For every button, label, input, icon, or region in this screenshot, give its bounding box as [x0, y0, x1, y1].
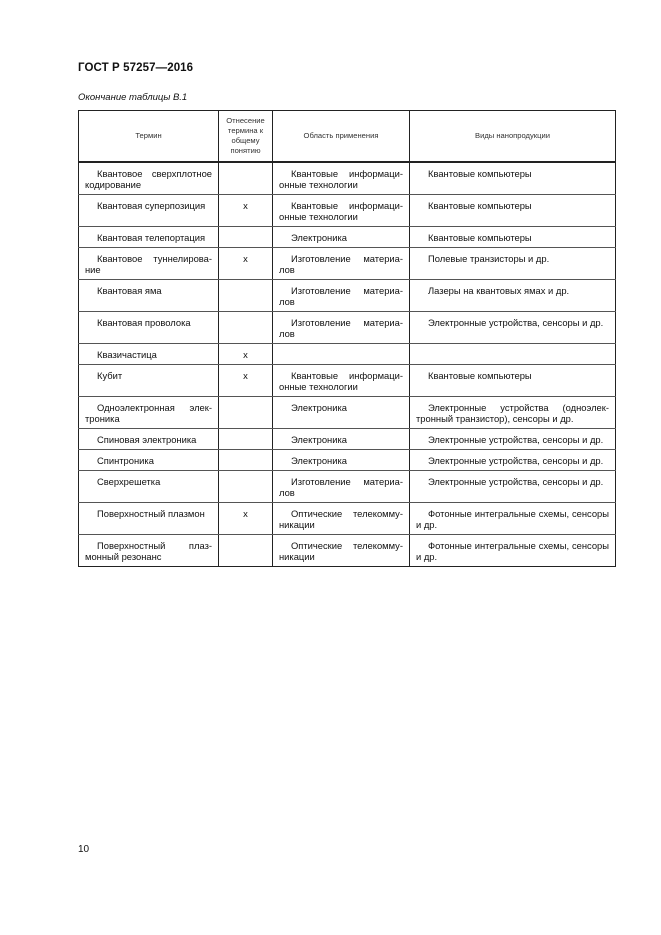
products-cell: Лазеры на квантовых ямах и др. [410, 280, 616, 312]
products-cell: Электронные устройства, сенсоры и др. [410, 471, 616, 503]
area-cell: Электроника [273, 429, 410, 450]
table-row [79, 312, 616, 344]
relation-cell: x [219, 503, 273, 535]
relation-cell [219, 535, 273, 567]
relation-cell [219, 162, 273, 195]
relation-cell [219, 471, 273, 503]
area-cell: Изготовление материалов [273, 471, 410, 503]
relation-cell [219, 397, 273, 429]
area-cell: Электроника [273, 397, 410, 429]
products-cell: Фотонные интегральные схемы, сенсоры и др. [410, 503, 616, 535]
products-cell [410, 344, 616, 365]
products-cell: Квантовые компьютеры [410, 195, 616, 227]
table-row [79, 248, 616, 280]
relation-cell: x [219, 248, 273, 280]
term-cell: Квантовое туннелирование [79, 248, 219, 280]
table-row [79, 397, 616, 429]
terms-table [78, 110, 616, 567]
products-cell: Квантовые компьютеры [410, 162, 616, 195]
table-row [79, 280, 616, 312]
header-area: Область применения [273, 111, 410, 163]
term-cell: Спиновая электроника [79, 429, 219, 450]
header-relation: Отнесение термина к общему понятию [219, 111, 273, 163]
term-cell: Квантовая телепортация [79, 227, 219, 248]
table-header-row [79, 111, 616, 163]
products-cell: Квантовые компьютеры [410, 227, 616, 248]
relation-cell [219, 450, 273, 471]
products-cell: Электронные устройства (одноэлектронный транзистор), сенсоры и др. [410, 397, 616, 429]
table-row [79, 535, 616, 567]
term-cell: Кубит [79, 365, 219, 397]
products-cell: Полевые транзисторы и др. [410, 248, 616, 280]
table-row [79, 365, 616, 397]
term-cell: Квазичастица [79, 344, 219, 365]
products-cell: Электронные устройства, сенсоры и др. [410, 312, 616, 344]
area-cell: Изготовление материалов [273, 248, 410, 280]
term-cell: Квантовая проволока [79, 312, 219, 344]
term-cell: Поверхностный плазмон [79, 503, 219, 535]
area-cell: Изготовление материалов [273, 280, 410, 312]
term-cell: Квантовое сверхплотное кодирование [79, 162, 219, 195]
table-row [79, 344, 616, 365]
table-row [79, 227, 616, 248]
table-row [79, 450, 616, 471]
products-cell: Фотонные интегральные схемы, сенсоры и др. [410, 535, 616, 567]
table-row [79, 503, 616, 535]
products-cell: Электронные устройства, сенсоры и др. [410, 450, 616, 471]
term-cell: Спинтроника [79, 450, 219, 471]
relation-cell: x [219, 344, 273, 365]
header-products: Виды нанопродукции [410, 111, 616, 163]
relation-cell [219, 227, 273, 248]
area-cell: Изготовление материалов [273, 312, 410, 344]
products-cell: Квантовые компьютеры [410, 365, 616, 397]
area-cell: Квантовые информационные технологии [273, 365, 410, 397]
area-cell: Оптические телекоммуникации [273, 535, 410, 567]
area-cell: Квантовые информационные технологии [273, 162, 410, 195]
relation-cell: x [219, 195, 273, 227]
table-caption: Окончание таблицы В.1 [78, 92, 188, 103]
page-number: 10 [78, 844, 90, 855]
area-cell: Электроника [273, 450, 410, 471]
area-cell [273, 344, 410, 365]
products-cell: Электронные устройства, сенсоры и др. [410, 429, 616, 450]
document-title: ГОСТ Р 57257—2016 [78, 62, 194, 74]
table-row [79, 195, 616, 227]
term-cell: Сверхрешетка [79, 471, 219, 503]
area-cell: Электроника [273, 227, 410, 248]
term-cell: Квантовая яма [79, 280, 219, 312]
relation-cell [219, 280, 273, 312]
term-cell: Одноэлектронная электроника [79, 397, 219, 429]
relation-cell: x [219, 365, 273, 397]
relation-cell [219, 312, 273, 344]
term-cell: Поверхностный плазмонный резонанс [79, 535, 219, 567]
header-term: Термин [79, 111, 219, 163]
table-row [79, 162, 616, 195]
area-cell: Квантовые информационные технологии [273, 195, 410, 227]
table-row [79, 471, 616, 503]
term-cell: Квантовая суперпозиция [79, 195, 219, 227]
relation-cell [219, 429, 273, 450]
area-cell: Оптические телекоммуникации [273, 503, 410, 535]
table-row [79, 429, 616, 450]
